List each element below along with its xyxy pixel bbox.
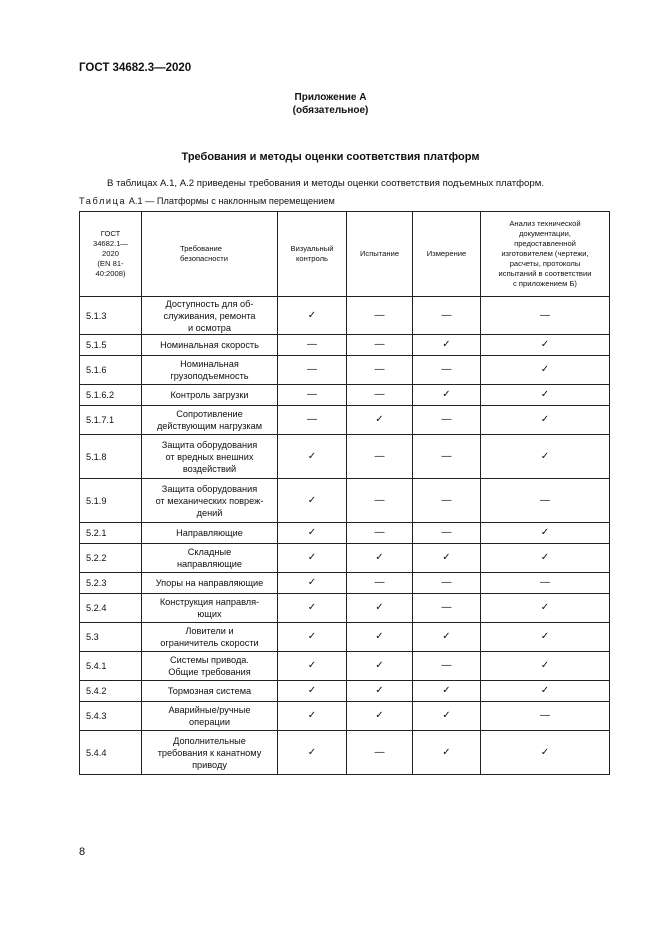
requirement-line: грузоподъемность [170, 371, 249, 381]
measurement-cell: ✓ [413, 702, 481, 731]
visual-control-cell: ✓ [278, 435, 347, 479]
requirement-line: дений [196, 507, 223, 518]
document-code: ГОСТ 34682.3—2020 [79, 62, 192, 74]
measurement-cell: ✓ [413, 544, 481, 573]
requirements-table [79, 211, 610, 775]
visual-control-cell: — [278, 385, 347, 406]
header-test: Испытание [347, 212, 413, 297]
document-analysis-cell: ✓ [481, 435, 610, 479]
test-cell: — [347, 435, 413, 479]
requirement-cell [142, 523, 278, 544]
visual-control-cell: ✓ [278, 731, 347, 775]
requirement-line: Тормозная система [167, 686, 252, 696]
table-row [80, 523, 610, 544]
measurement-cell: ✓ [413, 681, 481, 702]
table-row [80, 702, 610, 731]
requirement-line: от механических повреж- [155, 495, 264, 506]
table-row [80, 731, 610, 775]
visual-control-cell: ✓ [278, 297, 347, 335]
requirement-cell [142, 435, 278, 479]
table-row [80, 479, 610, 523]
requirement-line: Дополнительные [173, 735, 246, 746]
visual-control-cell: ✓ [278, 702, 347, 731]
document-analysis-cell: ✓ [481, 623, 610, 652]
requirement-line: Общие требования [168, 667, 251, 677]
test-cell: — [347, 385, 413, 406]
measurement-cell: — [413, 356, 481, 385]
requirement-cell [142, 356, 278, 385]
measurement-cell: ✓ [413, 731, 481, 775]
clause-cell: 5.1.3 [80, 297, 142, 335]
requirement-line: воздействий [182, 463, 237, 474]
visual-control-cell: ✓ [278, 652, 347, 681]
requirement-line: служивания, ремонта [163, 310, 256, 321]
document-analysis-cell: ✓ [481, 385, 610, 406]
test-cell: — [347, 523, 413, 544]
measurement-cell: — [413, 406, 481, 435]
clause-cell: 5.1.6.2 [80, 385, 142, 406]
visual-control-cell: ✓ [278, 544, 347, 573]
document-analysis-cell: — [481, 702, 610, 731]
table-row [80, 406, 610, 435]
header-measurement: Измерение [413, 212, 481, 297]
requirement-line: Доступность для об- [165, 298, 254, 309]
requirement-line: Защита оборудования [161, 439, 258, 450]
table-body [80, 297, 610, 775]
requirement-line: Защита оборудования [161, 483, 258, 494]
document-analysis-cell: ✓ [481, 681, 610, 702]
clause-cell: 5.3 [80, 623, 142, 652]
test-cell: ✓ [347, 406, 413, 435]
requirement-line: Сопротивление [176, 409, 243, 419]
measurement-cell: — [413, 652, 481, 681]
document-analysis-cell: — [481, 573, 610, 594]
measurement-cell: — [413, 523, 481, 544]
test-cell: ✓ [347, 623, 413, 652]
requirement-line: Номинальная скорость [160, 340, 259, 350]
document-analysis-cell: ✓ [481, 594, 610, 623]
visual-control-cell: ✓ [278, 523, 347, 544]
requirement-line: Конструкция направля- [159, 597, 260, 607]
clause-cell: 5.1.6 [80, 356, 142, 385]
header-clause: ГОСТ 34682.1— 2020 (EN 81- 40:2008) [80, 212, 142, 297]
requirement-cell [142, 702, 278, 731]
visual-control-cell: ✓ [278, 479, 347, 523]
visual-control-cell: ✓ [278, 681, 347, 702]
document-analysis-cell: ✓ [481, 544, 610, 573]
table-row [80, 594, 610, 623]
table-row [80, 385, 610, 406]
requirement-line: направляющие [176, 559, 243, 569]
requirement-cell [142, 479, 278, 523]
table-row [80, 573, 610, 594]
clause-cell: 5.1.9 [80, 479, 142, 523]
requirement-line: от вредных внешних [165, 451, 254, 462]
document-analysis-cell: ✓ [481, 356, 610, 385]
table-row [80, 435, 610, 479]
test-cell: ✓ [347, 702, 413, 731]
test-cell: — [347, 297, 413, 335]
requirement-cell [142, 406, 278, 435]
requirement-cell [142, 594, 278, 623]
visual-control-cell: ✓ [278, 594, 347, 623]
requirement-line: требования к канатному [157, 747, 262, 758]
table-row [80, 335, 610, 356]
clause-cell: 5.4.1 [80, 652, 142, 681]
document-analysis-cell: ✓ [481, 731, 610, 775]
measurement-cell: — [413, 573, 481, 594]
clause-cell: 5.2.2 [80, 544, 142, 573]
requirement-line: и осмотра [187, 322, 232, 333]
clause-cell: 5.2.3 [80, 573, 142, 594]
header-document-analysis: Анализ технической документации, предоставленной изготовителем (чертежи, расчеты, протоколы испытаний в соответствии с приложением Б) [481, 212, 610, 297]
requirement-cell [142, 681, 278, 702]
table-row [80, 681, 610, 702]
requirement-cell [142, 623, 278, 652]
requirement-cell [142, 652, 278, 681]
table-caption [79, 196, 335, 206]
visual-control-cell: ✓ [278, 573, 347, 594]
document-analysis-cell: ✓ [481, 335, 610, 356]
measurement-cell: — [413, 594, 481, 623]
requirement-line: Номинальная [180, 359, 239, 369]
visual-control-cell: — [278, 335, 347, 356]
table-row [80, 356, 610, 385]
clause-cell: 5.2.1 [80, 523, 142, 544]
requirement-line: Системы привода. [170, 655, 249, 665]
table-caption-label: Таблица [79, 196, 127, 206]
requirement-cell [142, 573, 278, 594]
appendix-heading [0, 91, 661, 117]
test-cell: — [347, 731, 413, 775]
test-cell: — [347, 573, 413, 594]
requirement-cell [142, 335, 278, 356]
clause-cell: 5.4.4 [80, 731, 142, 775]
document-analysis-cell: — [481, 479, 610, 523]
header-requirement: Требование безопасности [142, 212, 278, 297]
measurement-cell: — [413, 297, 481, 335]
requirement-cell [142, 297, 278, 335]
test-cell: ✓ [347, 681, 413, 702]
visual-control-cell: ✓ [278, 623, 347, 652]
measurement-cell: ✓ [413, 623, 481, 652]
document-analysis-cell: — [481, 297, 610, 335]
requirement-cell [142, 544, 278, 573]
requirement-cell [142, 731, 278, 775]
requirement-line: приводу [192, 759, 227, 770]
table-row [80, 297, 610, 335]
measurement-cell: ✓ [413, 385, 481, 406]
requirement-line: Упоры на направляющие [155, 578, 264, 588]
test-cell: ✓ [347, 594, 413, 623]
measurement-cell: — [413, 479, 481, 523]
requirement-line: ограничитель скорости [160, 638, 259, 648]
clause-cell: 5.1.5 [80, 335, 142, 356]
requirement-line: операции [189, 717, 230, 727]
requirement-line: Контроль загрузки [170, 390, 249, 400]
document-analysis-cell: ✓ [481, 406, 610, 435]
requirement-line: Направляющие [176, 528, 243, 538]
section-title: Требования и методы оценки соответствия платформ [181, 151, 480, 163]
table-row [80, 652, 610, 681]
appendix-title: Приложение А [294, 92, 367, 103]
requirement-line: Складные [187, 547, 232, 557]
clause-cell: 5.1.8 [80, 435, 142, 479]
appendix-status: (обязательное) [292, 105, 369, 116]
requirement-cell [142, 385, 278, 406]
test-cell: ✓ [347, 544, 413, 573]
header-visual-control: Визуальный контроль [278, 212, 347, 297]
clause-cell: 5.2.4 [80, 594, 142, 623]
table-row [80, 623, 610, 652]
clause-cell: 5.4.3 [80, 702, 142, 731]
test-cell: — [347, 335, 413, 356]
table-header-row [80, 212, 610, 297]
test-cell: — [347, 479, 413, 523]
requirement-line: Аварийные/ручные [168, 705, 251, 715]
intro-paragraph: В таблицах А.1, А.2 приведены требования и методы оценки соответствия подъемных платформ. [107, 178, 544, 189]
measurement-cell: ✓ [413, 335, 481, 356]
table-caption-text: А.1 — Платформы с наклонным перемещением [126, 196, 335, 206]
test-cell: — [347, 356, 413, 385]
test-cell: ✓ [347, 652, 413, 681]
clause-cell: 5.1.7.1 [80, 406, 142, 435]
visual-control-cell: — [278, 356, 347, 385]
requirement-line: ющих [197, 609, 222, 619]
page-number: 8 [79, 846, 86, 858]
visual-control-cell: — [278, 406, 347, 435]
table-row [80, 544, 610, 573]
requirement-line: действующим нагрузкам [156, 421, 263, 431]
document-analysis-cell: ✓ [481, 652, 610, 681]
clause-cell: 5.4.2 [80, 681, 142, 702]
measurement-cell: — [413, 435, 481, 479]
document-analysis-cell: ✓ [481, 523, 610, 544]
requirement-line: Ловители и [185, 626, 234, 636]
